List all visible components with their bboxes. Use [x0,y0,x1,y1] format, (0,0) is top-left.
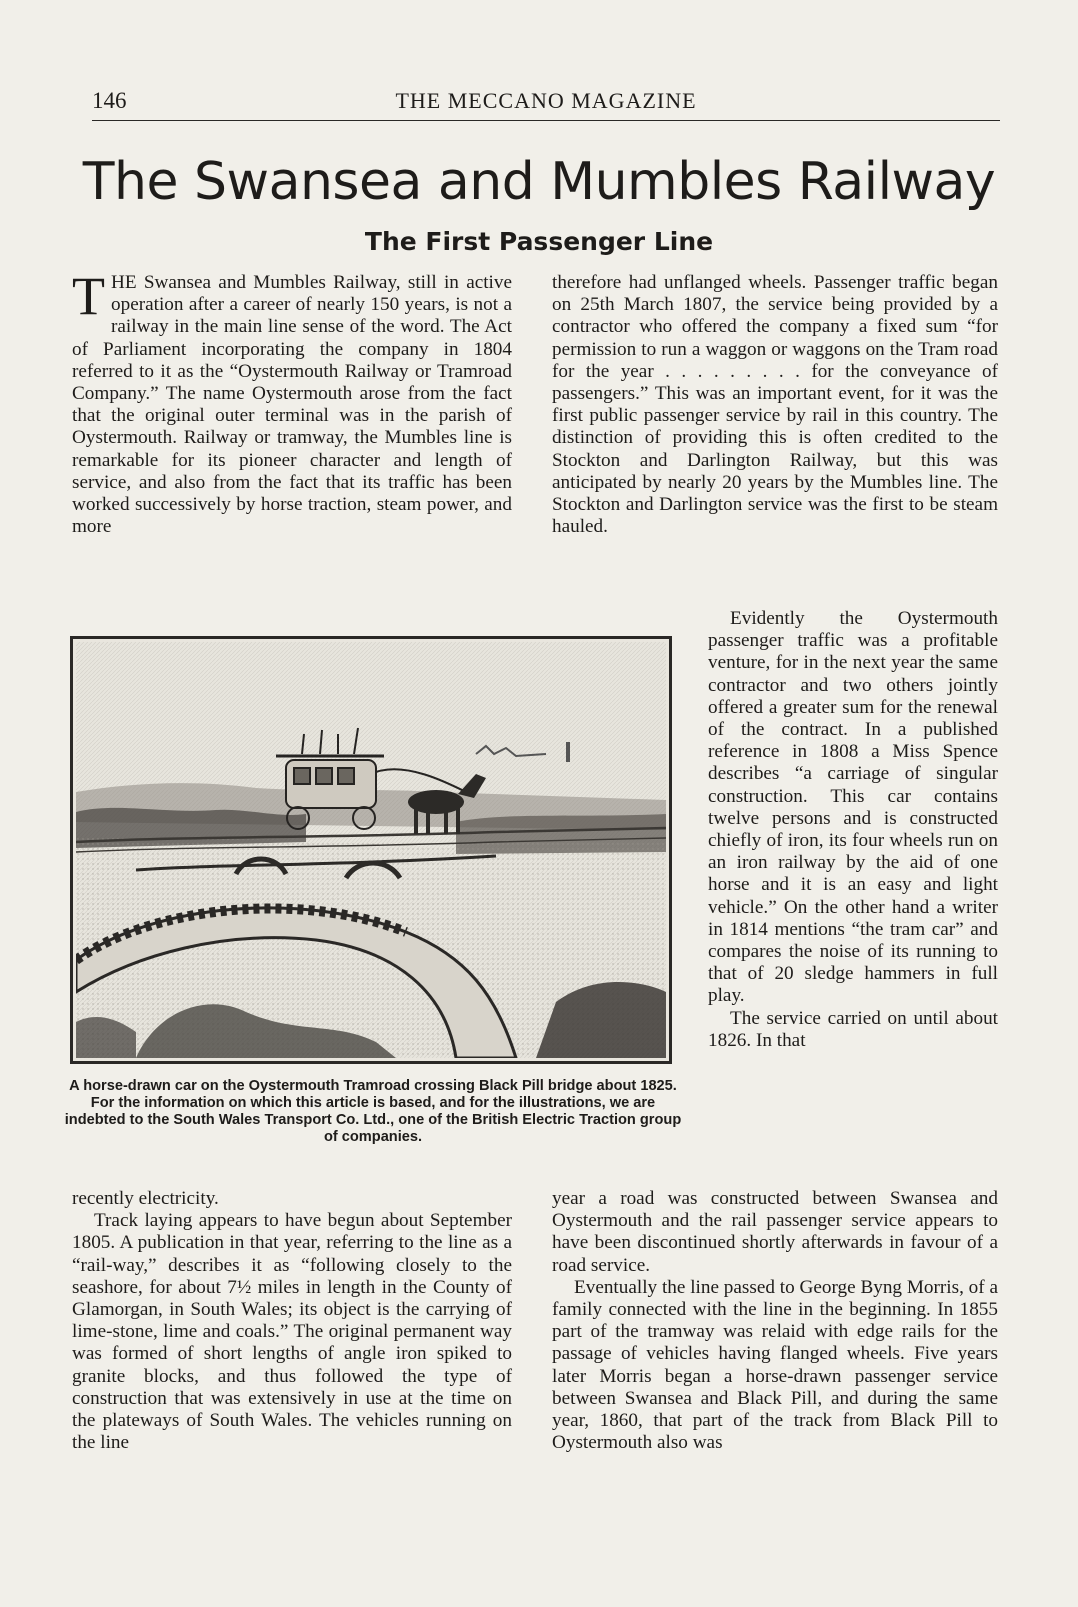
paragraph-electricity: recently electricity. [72,1188,219,1209]
column2-narrow [708,608,998,1052]
illustration-frame [70,636,672,1064]
page-number: 146 [92,88,127,113]
column1-bottom [72,1188,512,1454]
paragraph-track-laying: Track laying appears to have begun about September 1805. A publication in that year, referring to the line as a “rail-way,” describes it as “following closely to the seashore, for about 7½ miles in length in the County of Glamorgan, in South Wales; its object is the carrying of lime-stone, lime and coals.” The original permanent way was formed of short lengths of angle iron spiked to granite blocks, and thus followed the type of construction that was extensively in use at the time on the plateways of South Wales. The vehicles running on the line [72,1210,512,1454]
running-head: THE MECCANO MAGAZINE [395,88,697,113]
paragraph-evidently: Evidently the Oystermouth passenger traffic was a profitable venture, for in the next year the same contractor and two others jointly offered a greater sum for the renewal of the contract. In a published reference in 1808 a Miss Spence describes “a carriage of singular construction. This car contains twelve persons and is constructed chiefly of iron, its four wheels run on an iron railway by the aid of one horse and it is an easy and light vehicle.” On the other hand a writer in 1814 mentions “the tram car” and compares the noise of its running to that of 20 sledge hammers in full play. [708,608,998,1007]
page-header [92,86,1000,121]
article-subtitle: The First Passenger Line [364,227,714,256]
column1-top [72,266,512,538]
column2-top [552,272,998,538]
paragraph-service-carried-on: The service carried on until about 1826. In that [708,1007,998,1051]
paragraph-passenger-traffic: therefore had unflanged wheels. Passenger traffic began on 25th March 1807, the service being provided by a contractor who offered the company a fixed sum “for permission to run a waggon or waggons on the Tram road for the year . . . . . . . . . for the conveyance of passengers.” This was an important event, for it was the first public passenger service by rail in this country. The distinction of providing this is often credited to the Stockton and Darlington Railway, but this was anticipated by nearly 20 years by the Mumbles line. The Stockton and Darlington service was the first to be steam hauled. [552,272,998,538]
paragraph-george-byng-morris: Eventually the line passed to George Byng Morris, of a family connected with the line in the beginning. In 1855 part of the tramway was relaid with edge rails for the passage of vehicles having flanged wheels. Five years later Morris began a horse-drawn passenger service between Swansea and Black Pill, and during the same year, 1860, that part of the track from Black Pill to Oystermouth also was [552,1276,998,1454]
paragraph-road-constructed: year a road was constructed between Swansea and Oystermouth and the rail passenger service appears to have been discontinued shortly afterwards in favour of a road service. [552,1188,998,1276]
drop-cap: T [72,266,105,326]
horse-drawn-car-illustration [76,642,666,1058]
figure-caption [62,1078,684,1146]
paragraph-intro: HE Swansea and Mumbles Railway, still in active operation after a career of nearly 150 years, is not a railway in the main line sense of the word. The Act of Parliament incorporating the company in 1804 referred to it as the “Oystermouth Railway or Tramroad Company.” The name Oystermouth arose from the fact that the original outer terminal was in the parish of Oystermouth. Railway or tramway, the Mumbles line is remarkable for its pioneer character and length of service, and also from the fact that its traffic has been worked successively by horse traction, steam power, and more [72,272,512,538]
caption-line-2: For the information on which this article is based, and for the illustrations, we are indebted to the South Wales Transport Co. Ltd., one of the British Electric Traction group of companies. [64,1095,682,1145]
caption-line-1: A horse-drawn car on the Oystermouth Tramroad crossing Black Pill bridge about 1825. [69,1078,677,1094]
column2-bottom [552,1188,998,1454]
article-title: The Swansea and Mumbles Railway [82,152,996,212]
